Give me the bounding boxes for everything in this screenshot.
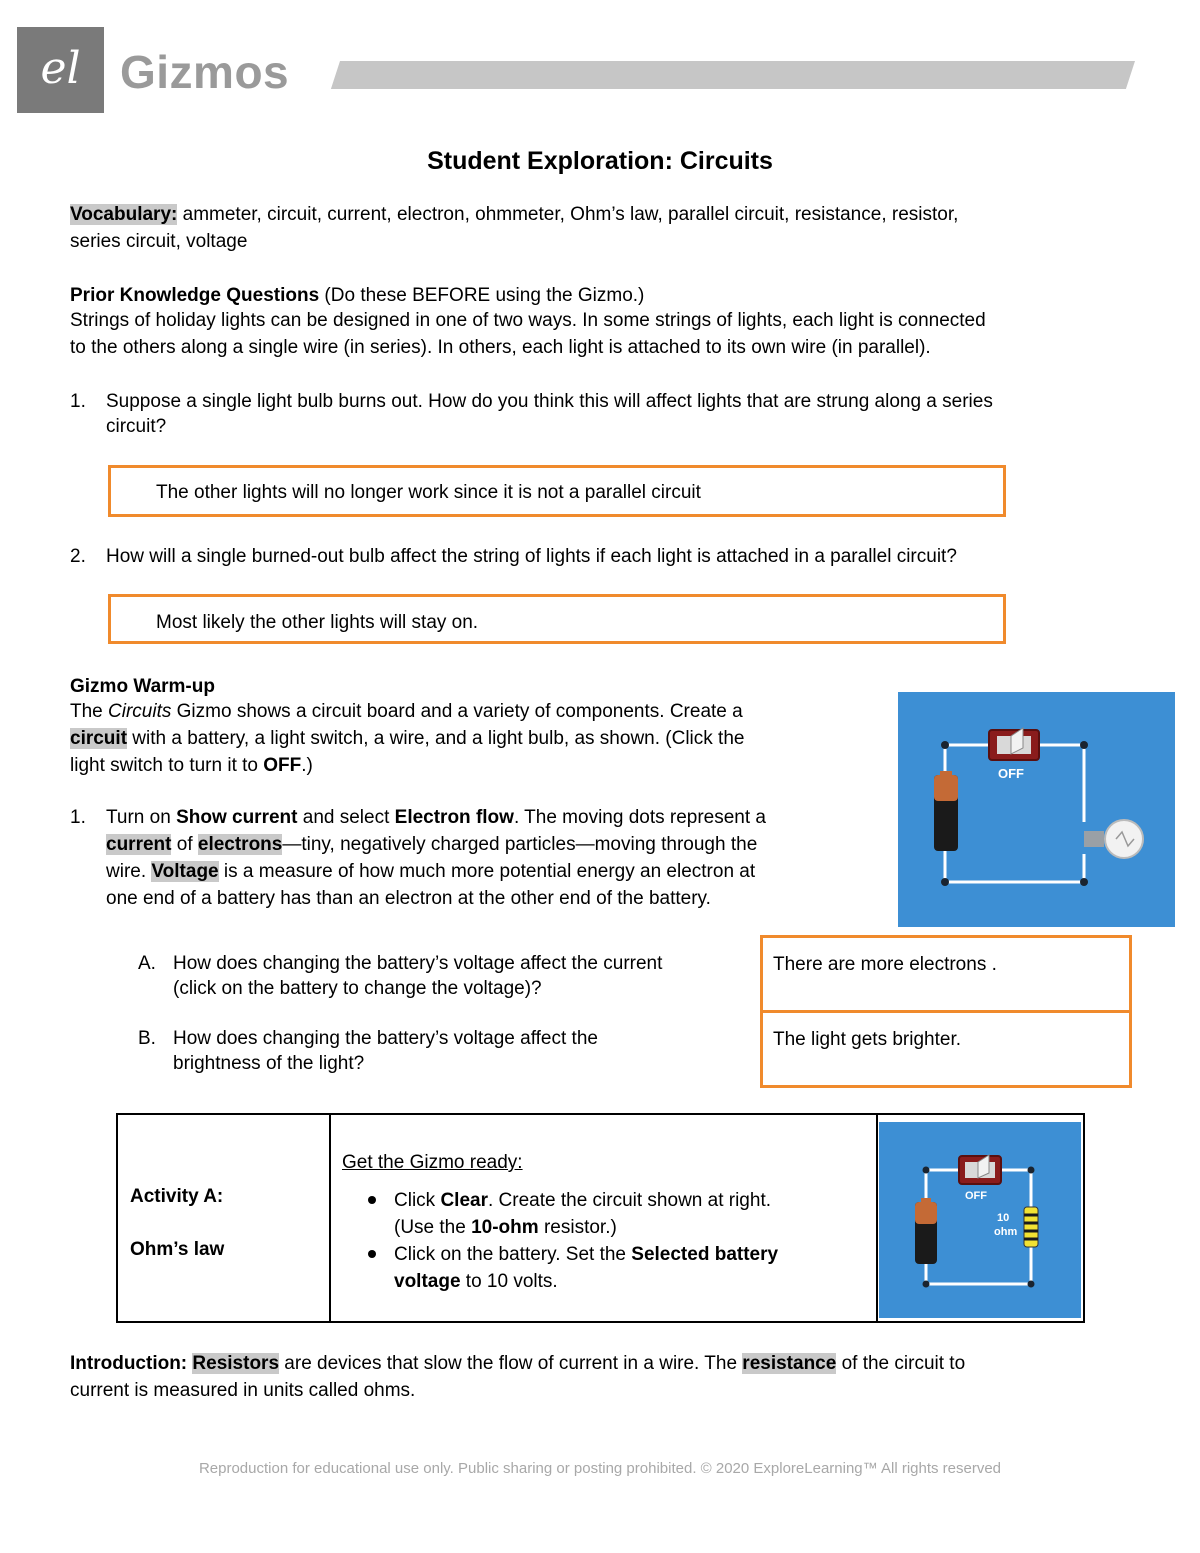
warmup-para-line-2: circuit with a battery, a light switch, a wire, and a light bulb, as shown. (Click the [70, 728, 745, 749]
resistor-unit-label: ohm [994, 1226, 1018, 1238]
circuit-image-activity [879, 1122, 1081, 1318]
vocabulary-label: Vocabulary: [70, 204, 178, 225]
answer-box-qa[interactable] [760, 935, 1132, 1013]
bullet-icon [368, 1250, 376, 1258]
warmup-q1-line-1: Turn on Show current and select Electron flow. The moving dots represent a [106, 807, 767, 828]
activity-bullet-1-line-2: (Use the 10-ohm resistor.) [394, 1217, 617, 1238]
activity-bullet-2-line-1: Click on the battery. Set the Selected battery [394, 1244, 779, 1265]
activity-instructions-cell [330, 1114, 877, 1322]
activity-switch-off-label: OFF [965, 1190, 987, 1202]
prior-intro-2: to the others along a single wire (in series). In others, each light is attached to its own wire (in parallel). [70, 337, 931, 358]
vocabulary-line-2: series circuit, voltage [70, 231, 248, 252]
logo-mark-text: el [40, 43, 81, 94]
warmup-para-line-3: light switch to turn it to OFF.) [70, 755, 313, 776]
resistor-value-label: 10 [997, 1212, 1010, 1224]
activity-subtitle: Ohm’s law [130, 1239, 225, 1260]
activity-bullet-1-line-1: Click Clear. Create the circuit shown at right. [394, 1190, 771, 1211]
answer-qa-text: There are more electrons . [773, 954, 997, 975]
warmup-qa-letter: A. [138, 953, 156, 974]
prior-q2-number: 2. [70, 546, 86, 567]
header-bar [331, 61, 1135, 89]
answer-qb-text: The light gets brighter. [773, 1029, 961, 1050]
footer-copyright: Reproduction for educational use only. Public sharing or posting prohibited. © 2020 ExploreLearning™ All rights reserved [198, 1460, 1002, 1477]
brand-name: Gizmos [120, 46, 290, 98]
vocabulary-line-1: Vocabulary: ammeter, circuit, current, electron, ohmmeter, Ohm’s law, parallel circuit, resistance, resistor, [70, 204, 959, 225]
warmup-q1-number: 1. [70, 807, 86, 828]
warmup-qa-line-2: (click on the battery to change the voltage)? [173, 978, 542, 999]
warmup-heading: Gizmo Warm-up [70, 676, 215, 697]
answer-box-q2[interactable] [108, 594, 1006, 644]
answer-q2-text: Most likely the other lights will stay on. [156, 612, 479, 633]
answer-q1-text: The other lights will no longer work since it is not a parallel circuit [156, 482, 701, 503]
warmup-qb-line-1: How does changing the battery’s voltage affect the [173, 1028, 598, 1049]
prior-q2-text: How will a single burned-out bulb affect the string of lights if each light is attached in a parallel circuit? [106, 546, 957, 567]
prior-intro-1: Strings of holiday lights can be designed in one of two ways. In some strings of lights, each light is connected [70, 310, 986, 331]
answer-box-q1[interactable] [108, 465, 1006, 517]
activity-image-cell [877, 1114, 1084, 1322]
switch-off-label: OFF [998, 766, 1024, 781]
activity-table [116, 1113, 1085, 1323]
activity-title: Activity A: [130, 1186, 224, 1207]
circuit-image-warmup [898, 692, 1175, 927]
activity-ready-heading: Get the Gizmo ready: [342, 1152, 523, 1173]
prior-q1-line-2: circuit? [106, 416, 167, 437]
warmup-q1-line-2: current of electrons—tiny, negatively charged particles—moving through the [106, 834, 758, 855]
circuit-diagram-activity [879, 1122, 1081, 1318]
circuit-diagram-warmup [898, 692, 1175, 927]
page-title: Student Exploration: Circuits [427, 147, 773, 175]
answer-box-qb[interactable] [760, 1010, 1132, 1088]
bullet-icon [368, 1196, 376, 1204]
activity-bullet-2-line-2: voltage to 10 volts. [394, 1271, 558, 1292]
warmup-q1-line-3: wire. Voltage is a measure of how much more potential energy an electron at [106, 861, 756, 882]
prior-heading: Prior Knowledge Questions (Do these BEFORE using the Gizmo.) [70, 285, 645, 306]
warmup-qb-letter: B. [138, 1028, 156, 1049]
warmup-q1-line-4: one end of a battery has than an electron at the other end of the battery. [106, 888, 711, 909]
prior-q1-number: 1. [70, 391, 86, 412]
warmup-para-line-1: The Circuits Gizmo shows a circuit board and a variety of components. Create a [70, 701, 743, 722]
warmup-qb-line-2: brightness of the light? [173, 1053, 365, 1074]
activity-title-cell [117, 1114, 330, 1322]
warmup-qa-line-1: How does changing the battery’s voltage affect the current [173, 953, 663, 974]
logo-mark [17, 27, 104, 113]
introduction-line-1: Introduction: Resistors are devices that slow the flow of current in a wire. The resistance of the circuit to [70, 1353, 966, 1374]
prior-q1-line-1: Suppose a single light bulb burns out. How do you think this will affect lights that are strung along a series [106, 391, 993, 412]
introduction-line-2: current is measured in units called ohms. [70, 1380, 416, 1401]
